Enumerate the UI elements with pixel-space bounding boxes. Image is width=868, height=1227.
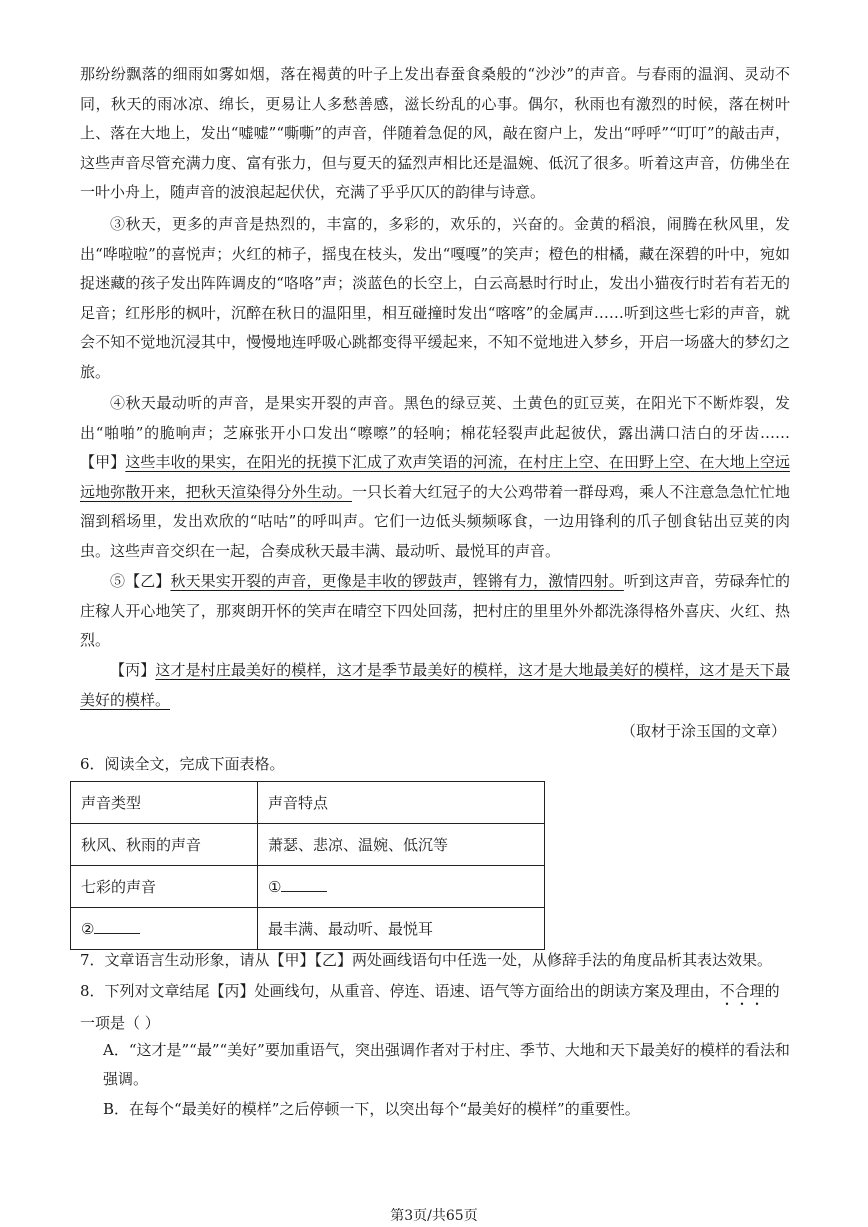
table-cell (71, 908, 258, 950)
table-header-cell: 声音类型 (71, 782, 258, 824)
table-header-row (71, 782, 545, 824)
question-7: 7．文章语言生动形象，请从【甲】【乙】两处画线语句中任选一处，从修辞手法的角度品析其表达效果。 (80, 951, 773, 969)
table-row (71, 824, 545, 866)
sound-table (70, 781, 545, 950)
option-b: B．在每个“最美好的模样”之后停顿一下，以突出每个“最美好的模样”的重要性。 (103, 1100, 640, 1118)
source-attribution: （取材于涂玉国的文章） (620, 722, 786, 740)
underlined-sentence-jia: 这些丰收的果实，在阳光的抚摸下汇成了欢声笑语的河流，在村庄上空、在田野上空、在大地上空远远地弥散开来，把秋天渲染得分外生动。 (80, 453, 790, 501)
emphasized-not-reasonable: 不合理 (719, 982, 765, 1000)
paragraph-5: ⑤【乙】秋天果实开裂的声音，更像是丰收的锣鼓声，铿锵有力，激情四射。听到这声音，劳碌奔忙的庄稼人开心地笑了，那爽朗开怀的笑声在晴空下四处回荡，把村庄的里里外外都洗涤得格外喜庆、火红、热烈。 (80, 572, 790, 650)
blank-1-label: ① (268, 878, 282, 896)
table-cell: 秋风、秋雨的声音 (71, 824, 258, 866)
paragraph-3: ③秋天，更多的声音是热烈的，丰富的，多彩的，欢乐的，兴奋的。金黄的稻浪，闹腾在秋风里，发出“哗啦啦”的喜悦声；火红的柿子，摇曳在枝头，发出“嘎嘎”的笑声；橙色的柑橘，藏在深碧的叶中，宛如捉迷藏的孩子发出阵阵调皮的“咯咯”声；淡蓝色的长空上，白云高悬时行时止，发出小猫夜行时若有若无的足音；红彤彤的枫叶，沉醉在秋日的温阳里，相互碰撞时发出“喀喀”的金属声……听到这些七彩的声音，就会不知不觉地沉浸其中，慢慢地连呼吸心跳都变得平缓起来，不知不觉地进入梦乡，开启一场盛大的梦幻之旅。 (80, 215, 790, 381)
table-row (71, 866, 545, 908)
page-footer: 第3页/共65页 (390, 1208, 478, 1224)
option-a: A．“这才是”“最”“美好”要加重语气，突出强调作者对于村庄、季节、大地和天下最美好的模样的看法和强调。 (103, 1041, 790, 1088)
underlined-sentence-yi: 秋天果实开裂的声音，更像是丰收的锣鼓声，铿锵有力，激情四射。 (170, 572, 624, 590)
table-row (71, 908, 545, 950)
answer-blank-2[interactable] (94, 919, 140, 934)
paragraph-autumn-rain: 那纷纷飘落的细雨如雾如烟，落在褐黄的叶子上发出春蚕食桑般的“沙沙”的声音。与春雨的温润、灵动不同，秋天的雨冰凉、绵长，更易让人多愁善感，滋长纷乱的心事。偶尔，秋雨也有激烈的时候，落在树叶上、落在大地上，发出“嘘嘘”“嘶嘶”的声音，伴随着急促的风，敲在窗户上，发出“呼呼”“叮叮”的敲击声，这些声音尽管充满力度、富有张力，但与夏天的猛烈声相比还是温婉、低沉了很多。听着这声音，仿佛坐在一叶小舟上，随声音的波浪起起伏伏，充满了乎乎仄仄的韵律与诗意。 (80, 65, 790, 202)
blank-2-label: ② (81, 920, 95, 938)
table-cell (258, 866, 545, 908)
table-cell: 七彩的声音 (71, 866, 258, 908)
table-cell: 最丰满、最动听、最悦耳 (258, 908, 545, 950)
table-header-cell: 声音特点 (258, 782, 545, 824)
question-8: 8．下列对文章结尾【丙】处画线句，从重音、停连、语速、语气等方面给出的朗读方案及理由，不合理的一项是（ ） (80, 982, 780, 1032)
answer-blank-1[interactable] (281, 877, 327, 892)
underlined-sentence-bing: 这才是村庄最美好的模样，这才是季节最美好的模样，这才是大地最美好的模样，这才是天下最美好的模样。 (80, 661, 790, 709)
question-6: 6．阅读全文，完成下面表格。 (80, 755, 285, 773)
paragraph-6: 【丙】这才是村庄最美好的模样，这才是季节最美好的模样，这才是大地最美好的模样，这才是天下最美好的模样。 (80, 661, 790, 709)
paragraph-4: ④秋天最动听的声音，是果实开裂的声音。黑色的绿豆荚、土黄色的豇豆荚，在阳光下不断炸裂，发出“啪啪”的脆响声；芝麻张开小口发出“嚓嚓”的轻响；棉花轻裂声此起彼伏，露出满口洁白的牙齿……【甲】这些丰收的果实，在阳光的抚摸下汇成了欢声笑语的河流，在村庄上空、在田野上空、在大地上空远远地弥散开来，把秋天渲染得分外生动。一只长着大红冠子的大公鸡带着一群母鸡，乘人不注意急急忙忙地溜到稻场里，发出欢欣的“咕咕”的呼叫声。它们一边低头频频啄食，一边用锋利的爪子刨食钻出豆荚的肉虫。这些声音交织在一起，合奏成秋天最丰满、最动听、最悦耳的声音。 (80, 394, 790, 560)
table-cell: 萧瑟、悲凉、温婉、低沉等 (258, 824, 545, 866)
